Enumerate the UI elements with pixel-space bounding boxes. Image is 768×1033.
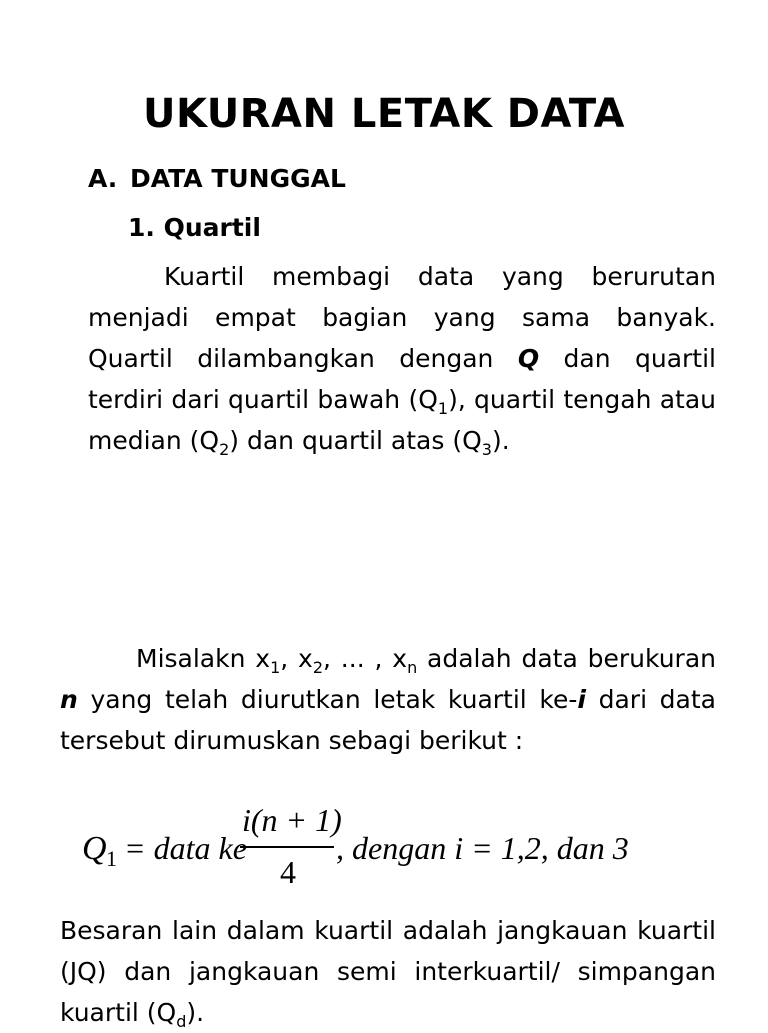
- subscript: d: [176, 1012, 187, 1031]
- subsection-heading-quartil: 1. Quartil: [128, 213, 261, 242]
- section-heading-data-tunggal: [88, 160, 346, 198]
- subscript: 3: [481, 440, 492, 459]
- i-symbol: i: [577, 685, 586, 714]
- formula-lhs: Q: [82, 830, 107, 867]
- subscript: 2: [219, 440, 230, 459]
- paragraph-text: dari data tersebut dirumuskan sebagi berikut :: [60, 685, 716, 755]
- formula-denominator: 4: [280, 854, 296, 890]
- paragraph-text: yang telah diurutkan letak kuartil ke-: [77, 685, 578, 714]
- paragraph-text: ).: [186, 998, 205, 1027]
- paragraph-text: ).: [491, 426, 510, 455]
- subscript: 1: [437, 399, 449, 418]
- quartil-symbol: Q: [517, 344, 540, 373]
- section-label: A.: [88, 164, 118, 193]
- quartil-definition-paragraph: [88, 256, 716, 461]
- paragraph-text: , ... , x: [323, 644, 408, 673]
- paragraph-text: ) dan quartil atas (Q: [229, 426, 482, 455]
- jangkauan-kuartil-paragraph: [60, 910, 716, 1033]
- section-title: DATA TUNGGAL: [130, 164, 346, 193]
- paragraph-text: dan quartil terdiri dari quartil bawah (Q: [88, 344, 716, 414]
- subscript: 1: [270, 658, 281, 677]
- subscript: 2: [312, 658, 324, 677]
- n-symbol: n: [60, 685, 78, 714]
- subscript: n: [407, 658, 418, 677]
- formula-lhs-subscript: 1: [106, 846, 117, 871]
- paragraph-text: Kuartil membagi data yang berurutan menjadi empat bagian yang sama banyak. Quartil dilambangkan dengan: [88, 262, 716, 373]
- paragraph-text: , x: [280, 644, 313, 673]
- page-title: UKURAN LETAK DATA: [143, 91, 625, 137]
- paragraph-text: adalah data berukuran: [417, 644, 716, 673]
- paragraph-text: ), quartil tengah atau median (Q: [88, 385, 716, 455]
- formula-rhs: , dengan i = 1,2, dan 3: [336, 830, 629, 866]
- paragraph-text: Besaran lain dalam kuartil adalah jangkauan kuartil (JQ) dan jangkauan semi interkuartil/ simpangan kuartil (Q: [60, 916, 716, 1027]
- quartil-position-paragraph: [60, 638, 716, 761]
- paragraph-text: Misalakn x: [136, 644, 271, 673]
- formula-numerator: i(n + 1): [242, 803, 342, 838]
- formula-middle: = data ke: [124, 830, 247, 866]
- quartil-formula: [80, 803, 680, 891]
